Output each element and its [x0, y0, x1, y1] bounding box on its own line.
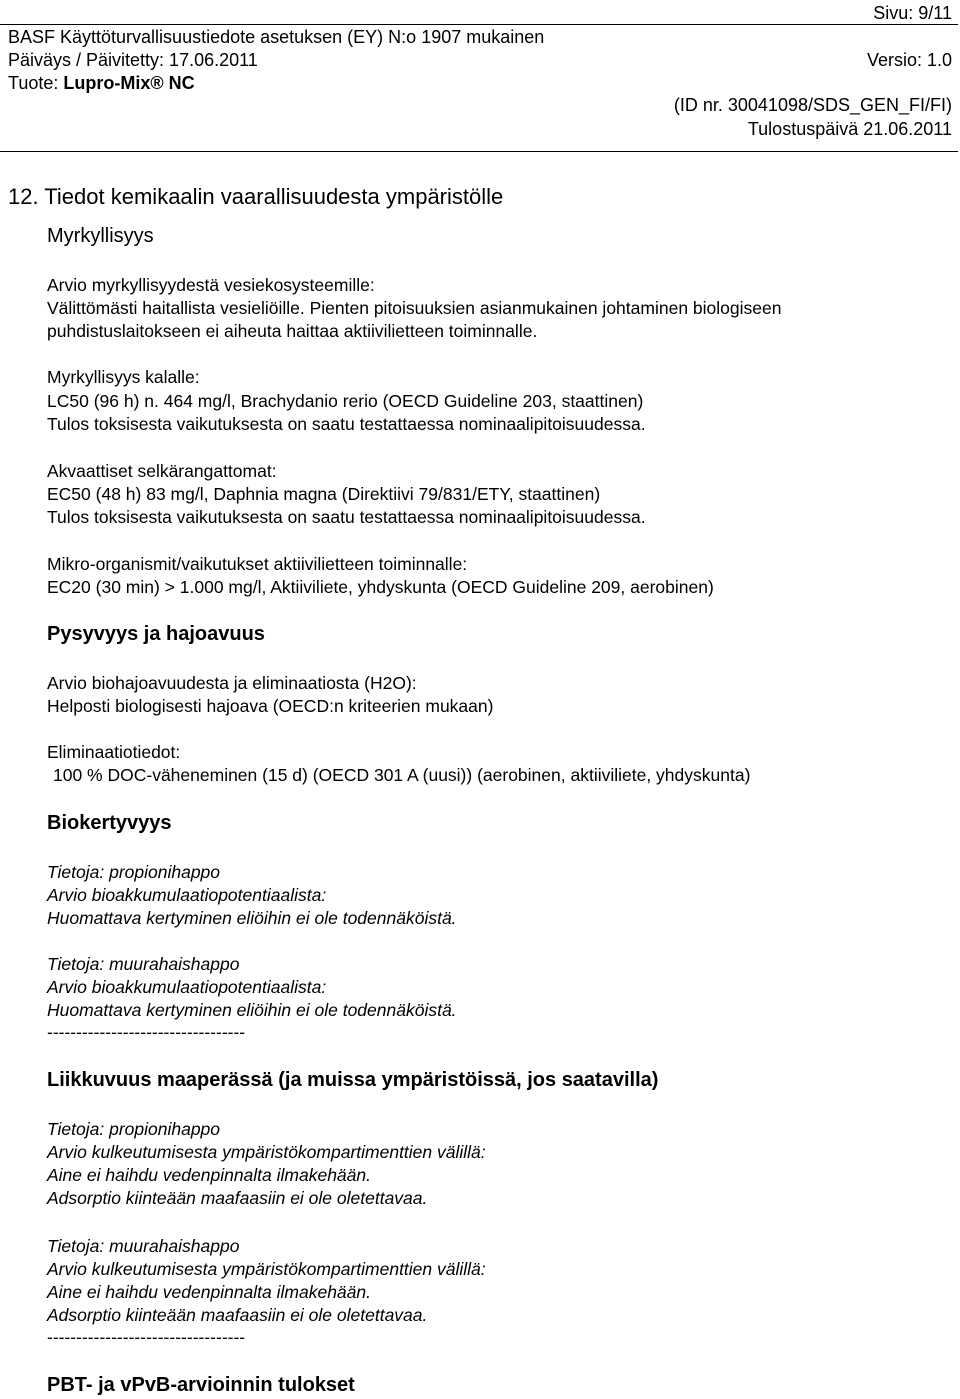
header-rule: [0, 151, 958, 152]
separator: ----------------------------------: [47, 1327, 246, 1347]
mobility-line: Adsorptio kiinteään maafaasiin ei ole oletettavaa.: [47, 1188, 428, 1208]
mobility-line: Aine ei haihdu vedenpinnalta ilmakehään.: [47, 1282, 371, 1302]
fish-toxicity-line: Myrkyllisyys kalalle:: [47, 367, 200, 387]
biodegradation-line: Helposti biologisesti hajoava (OECD:n kriteerien mukaan): [47, 696, 494, 716]
invertebrate-line: Tulos toksisesta vaikutuksesta on saatu testattaessa nominaalipitoisuudessa.: [47, 507, 646, 527]
document-title: BASF Käyttöturvallisuustiedote asetuksen (EY) N:o 1907 mukainen: [8, 27, 545, 47]
bioaccumulation-line: Huomattava kertyminen eliöihin ei ole todennäköistä.: [47, 1000, 457, 1020]
bioaccumulation-line: Tietoja: muurahaishappo: [47, 954, 240, 974]
elimination-value: 100 % DOC-väheneminen (15 d) (OECD 301 A (uusi)) (aerobinen, aktiiviliete, yhdyskunta): [53, 765, 751, 785]
revision-date: Päiväys / Päivitetty: 17.06.2011: [8, 50, 258, 70]
microorganism-line: EC20 (30 min) > 1.000 mg/l, Aktiiviliete, yhdyskunta (OECD Guideline 209, aerobinen): [47, 577, 714, 597]
mobility-line: Arvio kulkeutumisesta ympäristökompartimenttien välillä:: [47, 1142, 486, 1162]
product-name: Lupro-Mix® NC: [63, 73, 195, 93]
bioaccumulation-line: Tietoja: propionihappo: [47, 862, 221, 882]
header-top-rule: [0, 24, 958, 25]
pbt-heading: PBT- ja vPvB-arvioinnin tulokset: [47, 1374, 355, 1396]
mobility-line: Tietoja: muurahaishappo: [47, 1236, 240, 1256]
fish-toxicity-line: LC50 (96 h) n. 464 mg/l, Brachydanio rerio (OECD Guideline 203, staattinen): [47, 391, 644, 411]
mobility-line: Tietoja: propionihappo: [47, 1119, 221, 1139]
invertebrate-line: Akvaattiset selkärangattomat:: [47, 461, 277, 481]
bioaccumulation-line: Arvio bioakkumulaatiopotentiaalista:: [47, 885, 327, 905]
mobility-line: Adsorptio kiinteään maafaasiin ei ole oletettavaa.: [47, 1305, 428, 1325]
persistence-heading: Pysyvyys ja hajoavuus: [47, 623, 265, 645]
mobility-heading: Liikkuvuus maaperässä (ja muissa ympäristöissä, jos saatavilla): [47, 1069, 659, 1091]
fish-toxicity-line: Tulos toksisesta vaikutuksesta on saatu testattaessa nominaalipitoisuudessa.: [47, 414, 646, 434]
elimination-label: Eliminaatiotiedot:: [47, 742, 181, 762]
product-line: [8, 72, 195, 94]
document-id: (ID nr. 30041098/SDS_GEN_FI/FI): [673, 95, 952, 115]
invertebrate-line: EC50 (48 h) 83 mg/l, Daphnia magna (Direktiivi 79/831/ETY, staattinen): [47, 484, 601, 504]
toxicity-line: Arvio myrkyllisyydestä vesiekosysteemille:: [47, 275, 375, 295]
separator: ----------------------------------: [47, 1022, 246, 1042]
print-date: Tulostuspäivä 21.06.2011: [747, 119, 952, 139]
bioaccumulation-heading: Biokertyvyys: [47, 812, 172, 834]
biodegradation-line: Arvio biohajoavuudesta ja eliminaatiosta (H2O):: [47, 673, 417, 693]
product-label: Tuote:: [8, 73, 64, 93]
bioaccumulation-line: Huomattava kertyminen eliöihin ei ole todennäköistä.: [47, 908, 457, 928]
toxicity-line: Välittömästi haitallista vesieliöille. Pienten pitoisuuksien asianmukainen johtaminen biologiseen: [47, 298, 782, 318]
toxicity-line: puhdistuslaitokseen ei aiheuta haittaa aktiivilietteen toiminnalle.: [47, 321, 538, 341]
section-title: 12. Tiedot kemikaalin vaarallisuudesta ympäristölle: [8, 184, 504, 209]
toxicity-heading: Myrkyllisyys: [47, 225, 154, 247]
mobility-line: Arvio kulkeutumisesta ympäristökompartimenttien välillä:: [47, 1259, 486, 1279]
page-number: Sivu: 9/11: [873, 3, 952, 23]
mobility-line: Aine ei haihdu vedenpinnalta ilmakehään.: [47, 1165, 371, 1185]
bioaccumulation-line: Arvio bioakkumulaatiopotentiaalista:: [47, 977, 327, 997]
version: Versio: 1.0: [866, 50, 952, 70]
microorganism-line: Mikro-organismit/vaikutukset aktiivilietteen toiminnalle:: [47, 554, 468, 574]
